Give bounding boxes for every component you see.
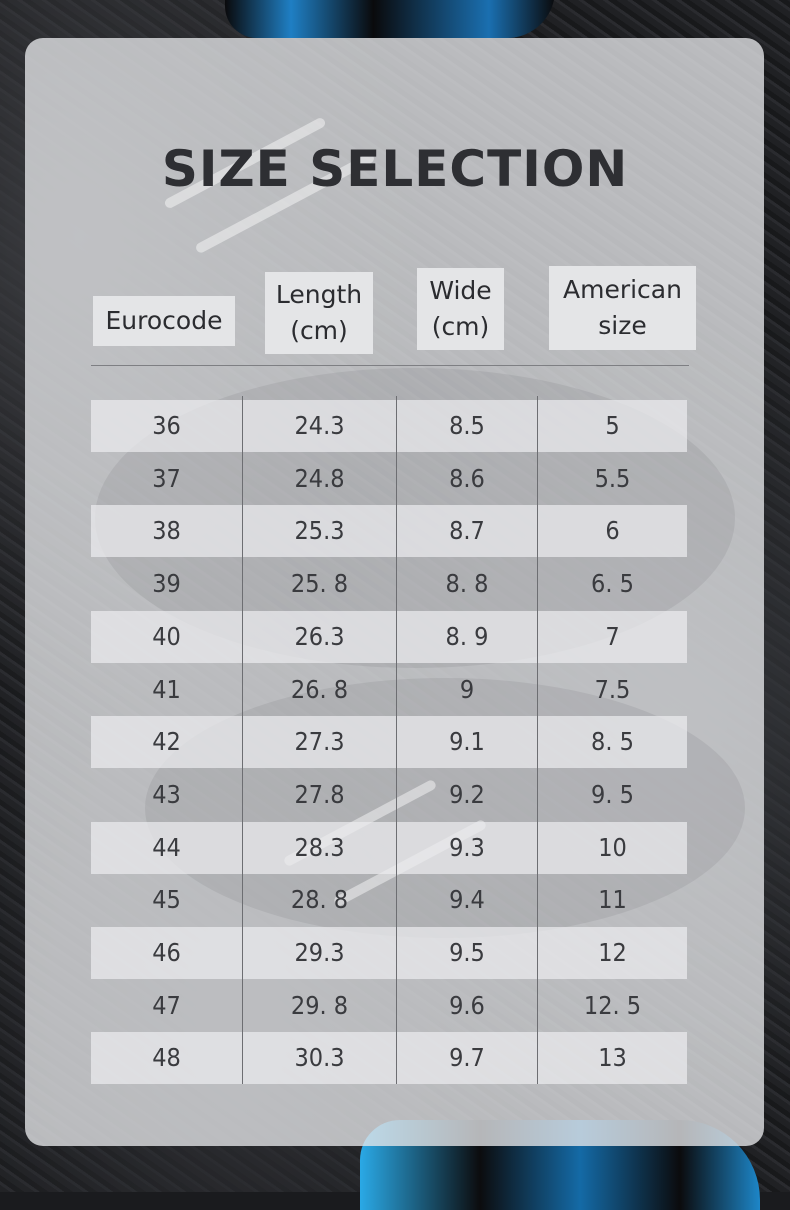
cell-american: 6. 5 [591,569,634,599]
cell-wide: 9.1 [449,727,485,757]
cell-length: 26. 8 [290,674,349,704]
cell-eurocode: 41 [152,674,181,704]
cell-length: 24.3 [294,411,345,440]
cell-eurocode: 42 [152,727,181,757]
cell-wide: 9.2 [449,779,485,809]
cell-wide: 8. 9 [445,621,489,651]
cell-wide: 9.7 [449,1043,485,1073]
header-length [265,272,373,354]
header-wide-line1: Wide [429,276,492,305]
cell-eurocode: 44 [152,832,181,862]
cell-eurocode: 47 [152,990,181,1020]
shoe-image-top [225,0,555,38]
cell-american: 6 [605,516,620,546]
column-divider [537,396,538,1084]
cell-wide: 8.6 [449,463,485,493]
header-american [549,266,696,350]
cell-wide: 9 [459,674,475,704]
cell-length: 28.3 [294,832,345,862]
cell-length: 30.3 [294,1043,345,1073]
cell-eurocode: 43 [152,779,181,809]
cell-american: 13 [598,1043,627,1073]
header-wide-line2: (cm) [431,312,490,341]
cell-american: 9. 5 [591,779,634,809]
header-eurocode-label: Eurocode [105,306,223,335]
cell-length: 27.8 [294,779,345,809]
cell-length: 26.3 [294,621,345,651]
header-length-line1: Length [275,280,363,309]
cell-length: 29. 8 [290,990,349,1020]
cell-eurocode: 39 [152,569,181,599]
cell-length: 28. 8 [290,885,349,915]
cell-american: 12. 5 [583,990,642,1020]
header-wide [417,268,504,350]
cell-wide: 9.3 [449,832,485,862]
cell-american: 10 [598,832,627,862]
cell-length: 29.3 [294,938,345,967]
cell-length: 24.8 [294,463,345,493]
cell-eurocode: 37 [152,463,181,493]
header-eurocode [93,296,235,346]
cell-american: 7.5 [594,674,631,704]
cell-wide: 9.4 [449,885,485,915]
cell-eurocode: 38 [152,516,181,546]
cell-wide: 9.6 [449,990,485,1020]
cell-wide: 8. 8 [445,569,489,599]
cell-length: 25.3 [294,516,345,546]
cell-length: 25. 8 [290,569,349,599]
cell-american: 7 [605,621,620,651]
header-american-line1: American [563,275,682,304]
header-divider [91,365,689,366]
cell-eurocode: 45 [152,885,181,915]
cell-wide: 9.5 [449,938,485,967]
cell-american: 5.5 [594,463,631,493]
cell-wide: 8.5 [449,411,485,440]
cell-eurocode: 40 [152,621,181,651]
cell-eurocode: 46 [152,938,181,967]
cell-length: 27.3 [294,727,345,757]
page-title: SIZE SELECTION [161,140,629,198]
cell-eurocode: 48 [152,1043,181,1073]
cell-american: 5 [605,411,620,440]
column-divider [242,396,243,1084]
header-american-line2: size [598,311,647,340]
cell-american: 8. 5 [591,727,634,757]
cell-eurocode: 36 [152,411,181,440]
cell-american: 11 [598,885,627,915]
cell-wide: 8.7 [449,516,485,546]
header-length-line2: (cm) [290,316,348,345]
cell-american: 12 [598,938,627,967]
column-divider [396,396,397,1084]
